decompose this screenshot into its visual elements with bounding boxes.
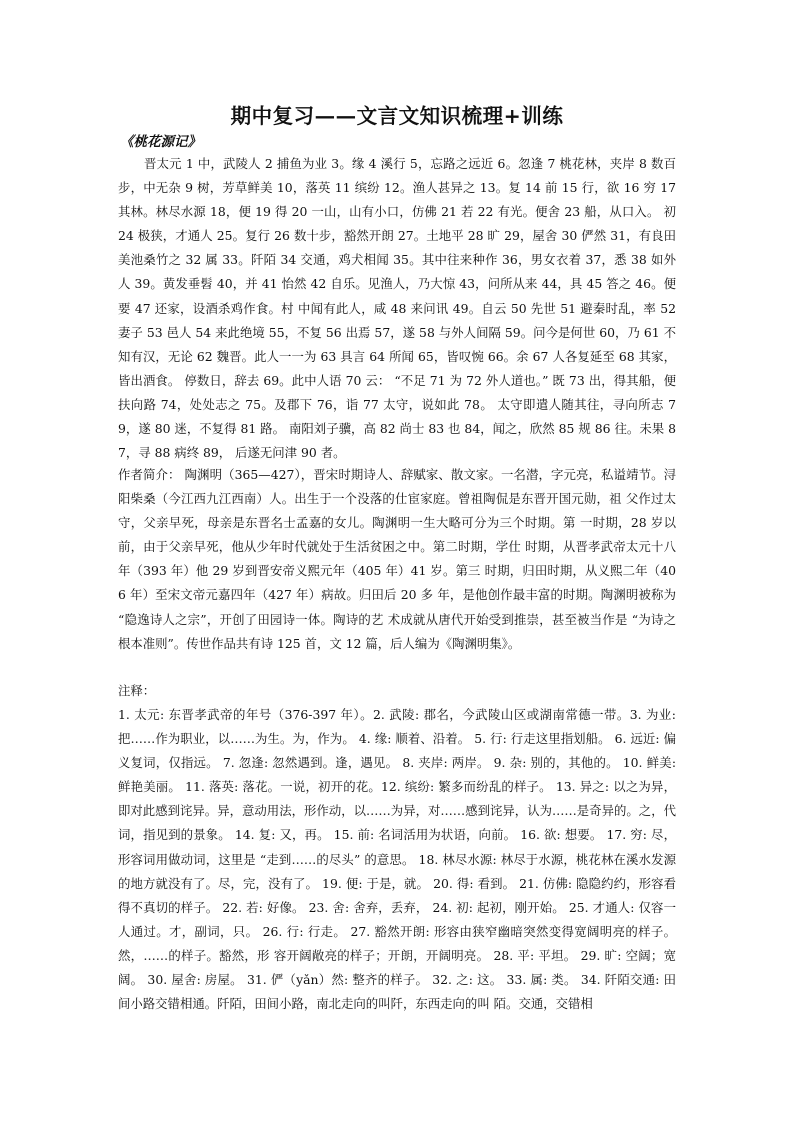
page-title: 期中复习——文言文知识梳理+训练 [230,104,564,128]
main-text-paragraph: 晋太元 1 中，武陵人 2 捕鱼为业 3。缘 4 溪行 5，忘路之远近 6。忽逢 7 桃花林，夹岸 8 数百步，中无杂 9 树，芳草鲜美 10，落英 11 缤纷 12。渔人甚异之 13。复 14 前 15 行，欲 16 穷 17 其林。林尽水源 18，便 19 得 20 一山，山有小口，仿佛 21 若 22 有光。便舍 23 船，从口入。 初 24 极狭，才通人 25。复行 26 数十步，豁然开朗 27。土地平 28 旷 29，屋舍 30 俨然 31，有良田美池桑竹之 32 属 33。阡陌 34 交通，鸡犬相闻 35。其中往来种作 36，男女衣着 37，悉 38 如外人 39。黄发垂髫 40，并 41 怡然 42 自乐。见渔人，乃大惊 43，问所从来 44，具 45 答之 46。便要 47 还家，设酒杀鸡作食。村 中闻有此人，咸 48 来问讯 49。自云 50 先世 51 避秦时乱，率 52 妻子 53 邑人 54 来此绝境 55，不复 56 出焉 57，遂 58 与外人间隔 59。问今是何世 60，乃 61 不知有汉，无论 62 魏晋。此人一一为 63 具言 64 所闻 65，皆叹惋 66。余 67 人各复延至 68 其家，皆出酒食。 停数日，辞去 69。此中人语 70 云： “不足 71 为 72 外人道也。” 既 73 出，得其船，便扶向路 74，处处志之 75。及郡下 76，诣 77 太守，说如此 78。 太守即遣人随其往，寻向所志 79，遂 80 迷，不复得 81 路。 南阳刘子骥，高 82 尚士 83 也 84，闻之，欣然 85 规 86 往。未果 87，寻 88 病终 89， 后遂无问津 90 者。 [118,156,676,461]
notes-text: 1. 太元: 东晋孝武帝的年号（376-397 年）。2. 武陵: 郡名，今武陵山区或湖南常德一带。3. 为业: 把……作为职业，以……为生。为，作为。 4. 缘: 顺着、沿着。 5. 行: 行走这里指划船。 6. 远近: 偏义复词，仅指远。 7. 忽逢: 忽然遇到。逢，遇见。 8. 夹岸: 两岸。 9. 杂: 别的，其他的。 10. 鲜美: 鲜艳美丽。 11. 落英: 落花。一说，初开的花。12. 缤纷: 繁多而纷乱的样子。 13. 异之: 以之为异，即对此感到诧异。异，意动用法，形作动，以……为异，对……感到诧异，认为……是奇异的。之，代词，指见到的景象。 14. 复: 又，再。 15. 前: 名词活用为状语，向前。 16. 欲: 想要。 17. 穷: 尽，形容词用做动词，这里是 “走到……的尽头” 的意思。 18. 林尽水源: 林尽于水源，桃花林在溪水发源的地方就没有了。尽，完，没有了。 19. 便: 于是，就。 20. 得: 看到。 21. 仿佛: 隐隐约约，形容看得不真切的样子。 22. 若: 好像。 23. 舍: 舍弃，丢弃， 24. 初: 起初，刚开始。 25. 才通人: 仅容一人通过。才，副词，只。 26. 行: 行走。 27. 豁然开朗: 形容由狭窄幽暗突然变得宽阔明亮的样子。然，……的样子。豁然，形 容开阔敞亮的样子；开朗，开阔明亮。 28. 平: 平坦。 29. 旷: 空阔；宽阔。 30. 屋舍: 房屋。 31. 俨（yǎn）然: 整齐的样子。 32. 之: 这。 33. 属: 类。 34. 阡陌交通: 田间小路交错相通。阡陌，田间小路，南北走向的叫阡，东西走向的叫 陌。交通，交错相 [118,707,676,1012]
notes-label: 注释： [118,683,156,698]
section-title: 《桃花源记》 [120,134,201,150]
author-introduction: 作者简介： 陶渊明（365—427），晋宋时期诗人、辞赋家、散文家。一名潜，字元亮，私谥靖节。浔阳柴桑（今江西九江西南）人。出生于一个没落的仕宦家庭。曾祖陶侃是东晋开国元勋，祖 父作过太守，父亲早死，母亲是东晋名士孟嘉的女儿。陶渊明一生大略可分为三个时期。第 一时期，28 岁以前，由于父亲早死，他从少年时代就处于生活贫困之中。第二时期，学仕 时期，从晋孝武帝太元十八年（393 年）他 29 岁到晋安帝义熙元年（405 年）41 岁。第三 时期，归田时期，从义熙二年（406 年）至宋文帝元嘉四年（427 年）病故。归田后 20 多 年，是他创作最丰富的时期。陶渊明被称为 “隐逸诗人之宗”，开创了田园诗一体。陶诗的艺 术成就从唐代开始受到推崇，甚至被当作是 “为诗之根本准则”。传世作品共有诗 125 首，文 12 篇，后人编为《陶渊明集》。 [118,467,676,651]
